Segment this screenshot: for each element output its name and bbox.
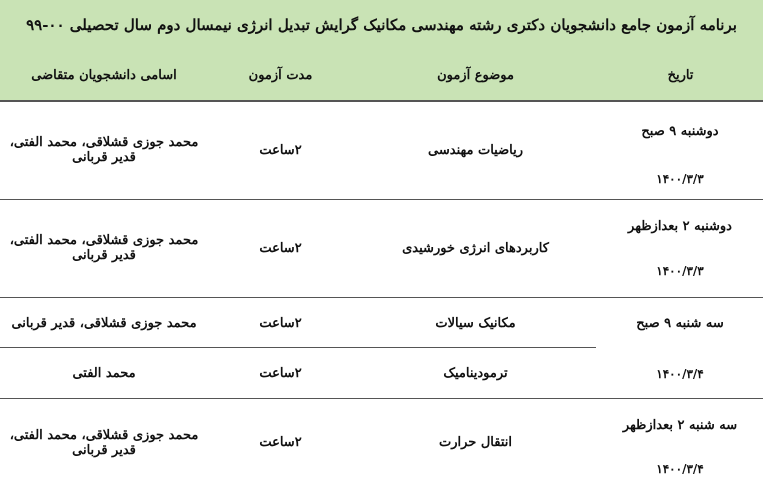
row-day-time: سه شنبه ۹ صبح [636, 316, 724, 331]
row-duration: ۲ساعت [259, 365, 302, 381]
row-date: ۱۴۰۰/۳/۴ [656, 367, 704, 381]
table-header [0, 50, 763, 102]
row-date: ۱۴۰۰/۳/۳ [656, 264, 704, 278]
header-duration: مدت آزمون [248, 67, 313, 83]
row-day-time: دوشنبه ۲ بعدازظهر [628, 219, 732, 234]
row-students: محمد جوزی قشلاقی، محمد الفتی، قدیر قربانی [9, 135, 199, 165]
row-day-time: دوشنبه ۹ صبح [641, 124, 719, 139]
row-subject: کاربردهای انرژی خورشیدی [402, 240, 549, 256]
row-subject: مکانیک سیالات [435, 315, 516, 331]
header-date: تاریخ [667, 67, 694, 83]
row-subject: ریاضیات مهندسی [428, 142, 523, 158]
row-subject: انتقال حرارت [439, 435, 512, 450]
row-date: ۱۴۰۰/۳/۴ [656, 462, 704, 476]
row-duration: ۲ساعت [259, 315, 302, 331]
row-duration: ۲ساعت [259, 240, 302, 256]
header-students: اسامی دانشجویان متقاضی [31, 67, 177, 83]
row-duration: ۲ساعت [259, 435, 302, 450]
row-subject: ترمودینامیک [443, 365, 508, 381]
schedule-title: برنامه آزمون جامع دانشجویان دکتری رشته مهندسی مکانیک گرایش تبدیل انرژی نیمسال دوم سال تحصیلی ۰۰-۹۹ [0, 0, 763, 51]
row-students: محمد جوزی قشلاقی، محمد الفتی، قدیر قربانی [9, 427, 199, 458]
row-duration: ۲ساعت [259, 142, 302, 158]
header-subject: موضوع آزمون [437, 67, 514, 83]
row-date: ۱۴۰۰/۳/۳ [656, 172, 704, 186]
row-students: محمد الفتی [72, 365, 136, 381]
row-students: محمد جوزی قشلاقی، محمد الفتی، قدیر قربانی [9, 233, 199, 263]
row-day-time: سه شنبه ۲ بعدازظهر [622, 418, 738, 433]
row-students: محمد جوزی قشلاقی، قدیر قربانی [11, 315, 197, 331]
